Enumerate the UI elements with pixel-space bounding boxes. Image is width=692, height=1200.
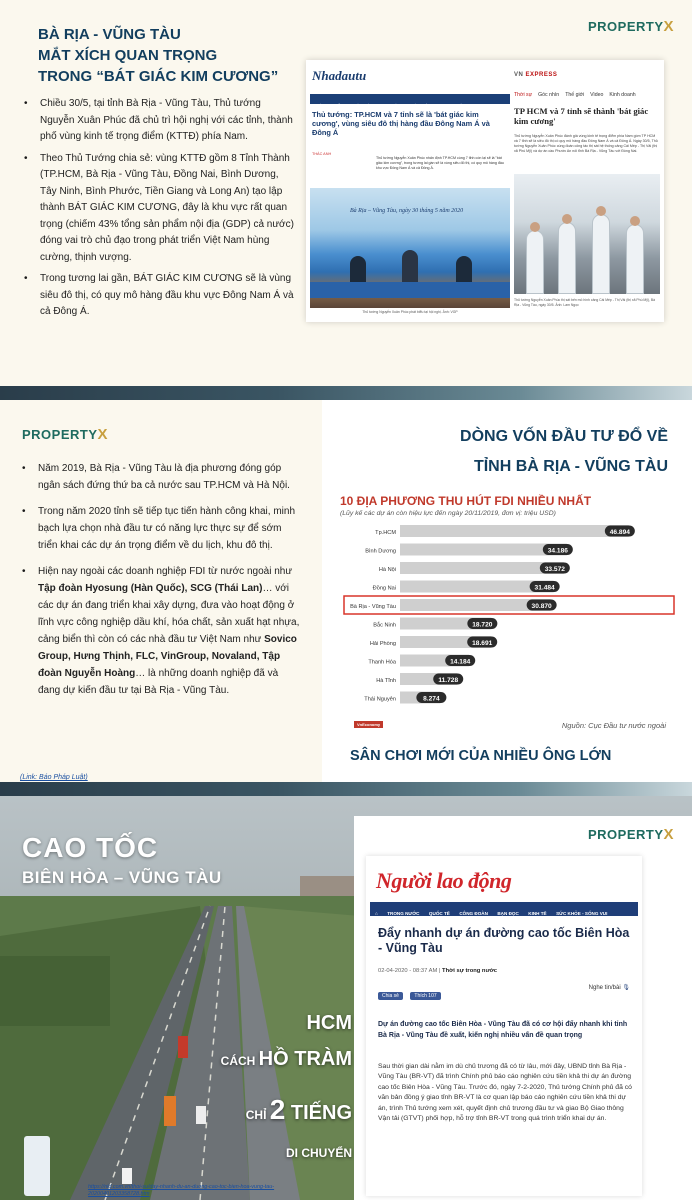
route-line-3: CHỈ 2 TIẾNG xyxy=(245,1094,352,1125)
vnexpress-lead: Thủ tướng Nguyễn Xuân Phúc đánh giá vùng kinh tế trọng điểm phía Nam gồm TP HCM và 7 tỉnh sẽ là siêu đô thị có quy mô hàng đầu Đông Nam Á và cả Đông Á. Ngày 30/5, Thủ tướng Nguyễn Xuân Phúc cùng đoàn công tác thị sát hệ thống cảng Cái Mép - Thị Vải (thị xã Phú Mỹ) và dự án cầu Phước An nối tỉnh Bà Rịa - Vũng Tàu với Đồng Nai. xyxy=(514,134,658,153)
photo-caption: Thủ tướng Nguyễn Xuân Phúc phát biểu tại hội nghị. Ảnh: VGP xyxy=(362,310,458,314)
person-head xyxy=(596,206,606,216)
chart-source: Nguồn: Cục Đầu tư nước ngoài xyxy=(561,721,666,730)
propertyx-logo: PROPERTYX xyxy=(588,826,675,843)
nld-article xyxy=(366,856,642,1196)
nhadautu-headline: Thủ tướng: TP.HCM và 7 tỉnh sẽ là 'bát giác kim cương', vùng siêu đô thị hàng đầu Đông Nam Á và Đông Á xyxy=(312,110,490,137)
fdi-bar-chart xyxy=(340,494,680,734)
category-label: Tp.HCM xyxy=(375,530,396,536)
slide-divider xyxy=(0,782,692,796)
category-label: Đồng Nai xyxy=(372,585,396,592)
photo-banner-text: Bà Rịa – Vũng Tàu, ngày 30 tháng 5 năm 2020 xyxy=(350,208,464,214)
value-label: 34.186 xyxy=(547,547,568,555)
conference-table xyxy=(310,282,510,298)
value-label: 33.572 xyxy=(544,565,565,573)
microphone-icon: 🎙 xyxy=(622,985,630,991)
chart-plot xyxy=(340,517,680,717)
source-link[interactable]: (Link: Báo Pháp Luật) xyxy=(20,774,88,781)
slide-divider xyxy=(0,386,692,400)
chart-subtitle: (Lũy kế các dự án còn hiệu lực đến ngày 20/11/2019, đơn vị: triệu USD) xyxy=(340,510,556,517)
slide2-bullet-list xyxy=(22,460,300,708)
like-button[interactable]: Thích 107 xyxy=(410,992,440,1000)
propertyx-logo: PROPERTYX xyxy=(588,18,675,35)
photo-caption: Thủ tướng Nguyễn Xuân Phúc thị sát bến mô hình cảng Cái Mép - Thị Vải (thị xã Phú Mỹ), Bà Rịa - Vũng Tàu, ngày 30/5. Ảnh: Lam Ngọc xyxy=(514,298,656,307)
nld-body: Sau thời gian dài nằm im dù chủ trương đã có từ lâu, mới đây, UBND tỉnh Bà Rịa - Vũng Tàu (BR-VT) đã trình Chính phủ báo cáo nghiên cứu tiền khả thi dự án đường cao tốc Biên Hòa - Vũng Tàu. Trước đó, ngày 7-2-2020, Thủ tướng Chính phủ đã có văn bản đồng ý giao tỉnh BR-VT là cơ quan lập báo cáo nghiên cứu tiền khả thi dự án, trình Thủ tướng xem xét, quyết định chủ trương đầu tư và giao Bộ Giao thông Vận tải (GTVT) phối hợp, hỗ trợ tỉnh BR-VT trong quá trình triển khai dự án. xyxy=(378,1063,632,1123)
bar xyxy=(400,562,564,574)
category-label: Hà Tĩnh xyxy=(376,678,396,684)
vnexpress-logo: VN EXPRESS xyxy=(514,72,558,78)
person-head xyxy=(562,214,572,224)
person-head xyxy=(630,216,640,226)
propertyx-logo: PROPERTYX xyxy=(22,426,109,443)
chart-title: 10 ĐỊA PHƯƠNG THU HÚT FDI NHIỀU NHẤT xyxy=(340,494,592,508)
share-buttons xyxy=(378,984,444,1002)
category-label: Thái Nguyên xyxy=(364,696,396,703)
person-figure xyxy=(558,222,576,294)
slide2-bottom-title: SÂN CHƠI MỚI CỦA NHIỀU ÔNG LỚN xyxy=(350,748,612,764)
nld-logo: Người lao động xyxy=(376,868,512,893)
person-figure xyxy=(402,250,418,286)
person-figure xyxy=(592,214,610,294)
slide1-title: BÀ RỊA - VŨNG TÀU MẮT XÍCH QUAN TRỌNG TRONG “BÁT GIÁC KIM CƯƠNG” xyxy=(38,26,279,85)
slide2-title: DÒNG VỐN ĐẦU TƯ ĐỔ VỀ TỈNH BÀ RỊA - VŨNG TÀU xyxy=(460,428,668,475)
category-label: Bắc Ninh xyxy=(373,622,396,629)
category-label: Hà Nội xyxy=(378,567,396,573)
slide-bat-giac-kim-cuong xyxy=(0,0,692,386)
route-line-1: HCM xyxy=(306,1012,352,1034)
person-head xyxy=(530,222,540,232)
value-label: 11.728 xyxy=(438,676,459,684)
category-label: Hải Phòng xyxy=(369,641,396,647)
publisher-logo: VnEconomy xyxy=(354,721,383,728)
value-label: 14.184 xyxy=(450,658,471,666)
home-icon[interactable]: ⌂ xyxy=(375,911,378,916)
nhadautu-logo: Nhadautu xyxy=(312,68,367,83)
listen-button[interactable]: Nghe tin/bài 🎙 xyxy=(588,985,630,991)
list-item: • Theo Thủ Tướng chia sẻ: vùng KTTĐ gồm 8 Tỉnh Thành (TP.HCM, Bà Rịa - Vũng Tàu, Đồng Nai, Bình Dương, Tây Ninh, Bình Phước, Tiền Giang và Long An) tạo lập thành BÁT GIÁC KIM CƯƠNG, đây là khu vực rất quan trọng (chiếm 43% tổng sản phẩm nội địa (GDP) cả nước) đóng vai trò chủ đạo trong phát triển Việt Nam hùng cường, thịnh vượng. xyxy=(24,151,294,267)
value-label: 46.894 xyxy=(609,528,630,536)
slide-cao-toc xyxy=(0,796,692,1200)
value-label: 31.484 xyxy=(534,584,555,592)
list-item: • Trong tương lai gần, BÁT GIÁC KIM CƯƠNG sẽ là vùng siêu đô thị, có quy mô hàng đầu khu vực Đông Nam Á và cả Đông Á. xyxy=(24,271,294,321)
category-label: Thanh Hóa xyxy=(368,659,396,666)
category-label: Bà Rịa - Vũng Tàu xyxy=(350,604,396,610)
share-button[interactable]: Chia sẻ xyxy=(378,992,403,1000)
slide-dong-von-dau-tu xyxy=(0,400,692,782)
nld-meta: 02-04-2020 - 08:37 AM | Thời sự trong nước xyxy=(378,968,498,974)
bar xyxy=(400,525,629,537)
value-label: 18.691 xyxy=(472,639,493,647)
value-label: 8.274 xyxy=(423,695,440,703)
list-item: • Trong năm 2020 tỉnh sẽ tiếp tục tiến hành công khai, minh bạch lựa chọn nhà đầu tư có năng lực thực sự để sớm triển khai các dự án trọng điểm về du lịch, khu đô thị. xyxy=(22,503,300,554)
news-clipping-collage xyxy=(306,60,664,322)
slide3-title: CAO TỐC xyxy=(22,832,159,863)
vnexpress-headline: TP HCM và 7 tỉnh sẽ thành 'bát giác kim cương' xyxy=(514,106,649,126)
value-label: 30.870 xyxy=(531,602,552,610)
value-label: 18.720 xyxy=(472,621,493,629)
nld-lead: Dự án đường cao tốc Biên Hòa - Vũng Tàu đã có cơ hội đẩy nhanh khi tỉnh Bà Rịa - Vũng Tàu đề xuất, kiến nghị nhiều vấn đề quan trọng xyxy=(378,1021,628,1039)
route-line-4: DI CHUYỂN xyxy=(285,1146,352,1160)
article-url-link[interactable]: https://nld.com.vn/thoi-su/day-nhanh-du-an-duong-cao-toc-bien-hoa-vung-tau-20200401203358728.htm xyxy=(88,1184,275,1197)
nld-headline: Đẩy nhanh dự án đường cao tốc Biên Hòa - Vũng Tàu xyxy=(378,926,630,955)
conference-photo xyxy=(310,188,510,308)
list-item: • Năm 2019, Bà Rịa - Vũng Tàu là địa phương đóng góp ngân sách đứng thứ ba cả nước sau TP.HCM và Hà Nội. xyxy=(22,460,300,494)
category-label: Bình Dương xyxy=(365,548,396,555)
nld-nav: ⌂ TRONG NƯỚC QUỐC TẾ CÔNG ĐOÀN BẠN ĐỌC KINH TẾ SỨC KHỎE - SỐNG VUI xyxy=(370,902,638,916)
list-item: • Chiều 30/5, tại tỉnh Bà Rịa - Vũng Tàu, Thủ tướng Nguyễn Xuân Phúc đã chủ trì hội nghị với các tỉnh, thành phố vùng kinh tế trọng điểm (KTTĐ) phía Nam. xyxy=(24,96,294,146)
nhadautu-nav: THỜI SỰ ĐẦU TƯ TÀI CHÍNH THỊ TRƯỜNG PHÁP LUẬT DOANH NGHIỆP xyxy=(310,94,510,104)
person-figure xyxy=(526,230,544,294)
route-line-2: CÁCH HỒ TRÀM xyxy=(220,1048,352,1070)
port-visit-photo xyxy=(514,174,660,294)
slide1-bullet-list xyxy=(24,96,294,326)
nhadautu-lead: Thủ tướng Nguyễn Xuân Phúc nhấn định TP.HCM cùng 7 tỉnh còn lại sẽ là "bát giác kim cương", trong tương lai gần sẽ là vùng siêu đô thị, có quy mô hàng đầu khu vực Đông Nam Á và cả Đông Á. xyxy=(376,156,504,170)
nhadautu-author: THÁC ANH xyxy=(312,152,332,156)
person-figure xyxy=(626,224,644,294)
list-item: • Hiện nay ngoài các doanh nghiệp FDI từ nước ngoài như Tập đoàn Hyosung (Hàn Quốc), SCG (Thái Lan)… với các dự án đang triển khai xây dựng, đưa vào hoạt động ở lĩnh vực công nghiệp dầu khí, hóa chất, sản xuất hạt nhựa, cảng biển thì còn có các nhà đầu tư Việt Nam như Sovico Group, Hưng Thịnh, FLC, VinGroup, Novaland, Tập đoàn Nguyễn Hoàng… là những doanh nghiệp đã và đang dự kiến đầu tư tại Bà Rịa - Vũng Tàu. xyxy=(22,563,300,699)
slide3-subtitle: BIÊN HÒA – VŨNG TÀU xyxy=(22,868,222,887)
vnexpress-nav: Thời sự Góc nhìn Thế giới Video Kinh doanh xyxy=(514,92,636,98)
bar xyxy=(400,544,567,556)
